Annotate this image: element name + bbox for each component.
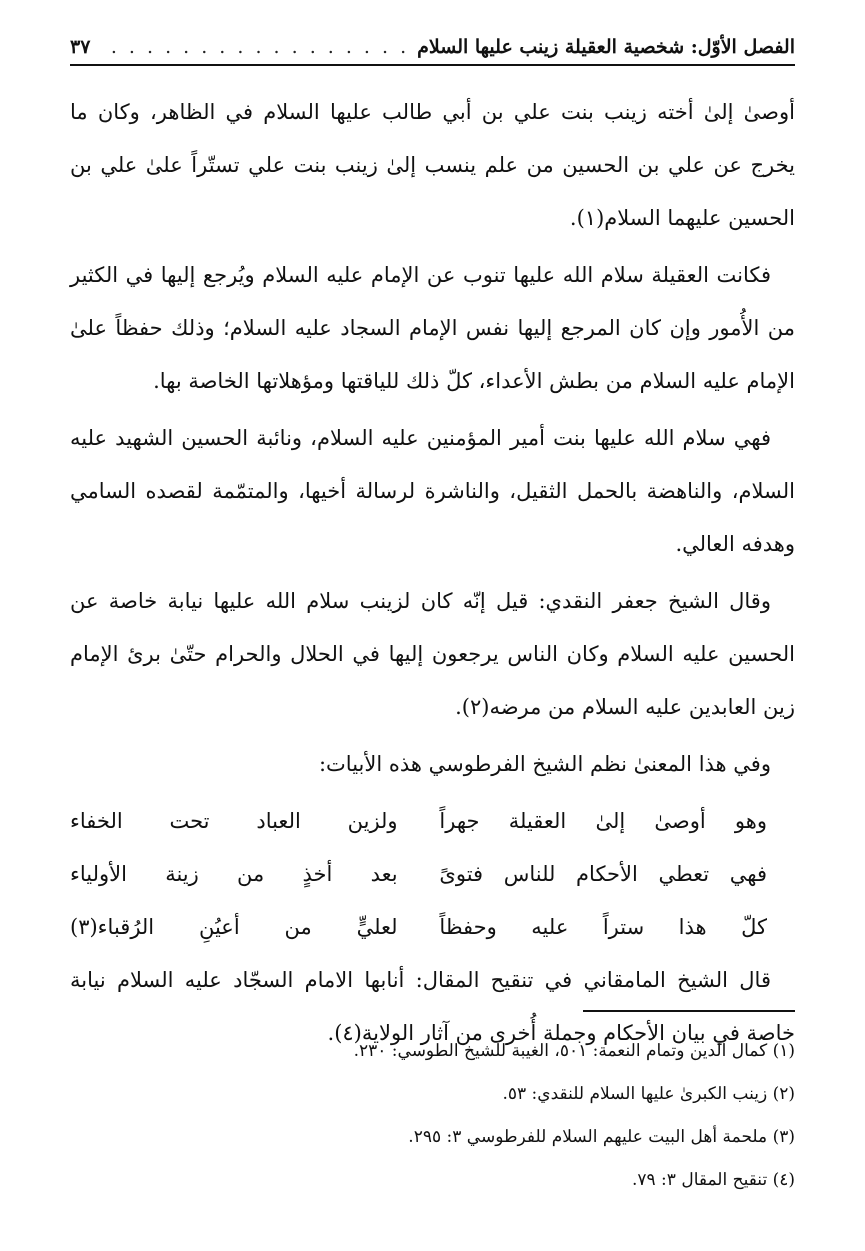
footnote: (١) كمال الدين وتمام النعمة: ٥٠١، الغيبة للشيخ الطوسي: ٢٣٠. [353,1041,795,1061]
verse-first-hemistich: وهو أوصىٰ إلىٰ العقيلة جهراً [439,809,767,833]
verse-second-hemistich: ولزين العباد تحت الخفاء [70,809,398,833]
poem-verse [70,795,767,848]
verse-first-hemistich: كلّ هذا ستراً عليه وحفظاً [439,915,767,939]
paragraph: وقال الشيخ جعفر النقدي: قيل إنّه كان لزينب سلام الله عليها نيابة خاصة عن الحسين عليه السلام وكان الناس يرجعون إليها في الحلال والحرام حتّىٰ برئ الإمام زين العابدين عليه السلام من مرضه(٢). [70,589,795,719]
paragraph: فهي سلام الله عليها بنت أمير المؤمنين عليه السلام، ونائبة الحسين الشهيد عليه السلام، والناهضة بالحمل الثقيل، والناشرة لرسالة أخيها، والمتمّمة لقصده السامي وهدفه العالي. [70,426,795,556]
poem-verse [70,901,767,954]
page-number: ٣٧ [70,36,91,58]
running-header [70,30,795,66]
poem-verse [70,848,767,901]
verse-second-hemistich: بعد أخذٍ من زينة الأولياء [70,862,398,886]
footnote: (٣) ملحمة أهل البيت عليهم السلام للفرطوسي ٣: ٢٩٥. [408,1127,795,1147]
dot-leader [98,36,409,58]
paragraph: فكانت العقيلة سلام الله عليها تنوب عن الإمام عليه السلام ويُرجع إليها في الكثير من الأُمور وإن كان المرجع إليها نفس الإمام السجاد عليه السلام؛ وذلك حفظاً علىٰ الإمام عليه السلام من بطش الأعداء، كلّ ذلك للياقتها ومؤهلاتها الخاصة بها. [70,263,795,393]
footnotes [70,1030,795,1202]
footnote-separator [583,1010,795,1012]
footnote: (٢) زينب الكبرىٰ عليها السلام للنقدي: ٥٣. [502,1084,795,1104]
paragraph: قال الشيخ المامقاني في تنقيح المقال: أنابها الامام السجّاد عليه السلام نيابة خاصة في بيان الأحكام وجملة أُخرى من آثار الولاية(٤). [70,968,795,1045]
paragraph: أوصىٰ إلىٰ أخته زينب بنت علي بن أبي طالب عليها السلام في الظاهر، وكان ما يخرج عن علي بن الحسين من علم ينسب إلىٰ زينب بنت علي تستّراً علىٰ علي بن الحسين عليهما السلام(١). [70,100,795,230]
paragraph: وفي هذا المعنىٰ نظم الشيخ الفرطوسي هذه الأبيات: [318,752,771,776]
footnote: (٤) تنقيح المقال ٣: ٧٩. [631,1170,795,1190]
chapter-title: الفصل الأوّل: شخصية العقيلة زينب عليها السلام [417,36,795,58]
verse-second-hemistich: لعليٍّ من أعيُنِ الرُقباء(٣) [70,915,398,939]
verse-first-hemistich: فهي تعطي الأحكام للناس فتوىً [439,862,767,886]
poem [70,795,767,954]
main-text [70,86,795,1064]
